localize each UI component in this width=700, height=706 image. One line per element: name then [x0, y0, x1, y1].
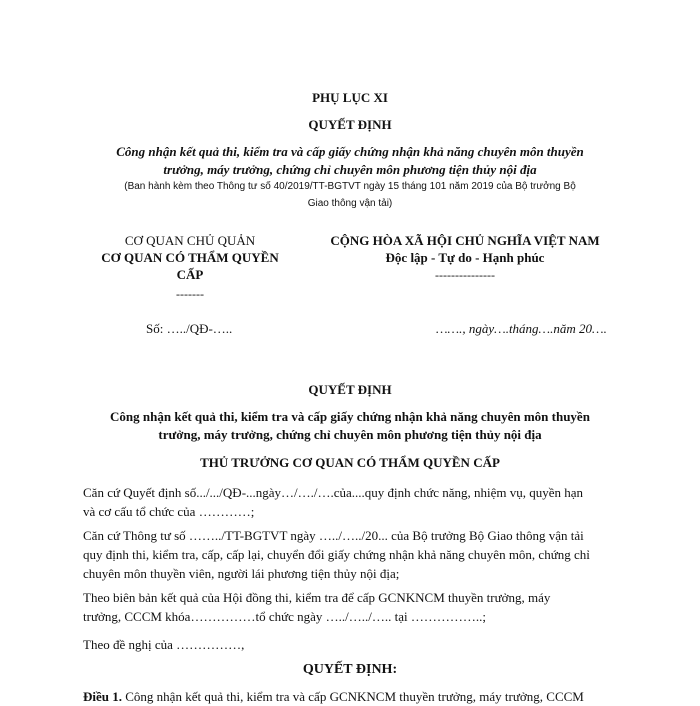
issuing-agency-cont: CẤP [176, 267, 204, 282]
document-title: QUYẾT ĐỊNH [308, 117, 392, 132]
basis-1-line-1: Căn cứ Quyết định số.../.../QĐ-...ngày…/…./….của....quy định chức năng, nhiệm vụ, quyền hạn [83, 485, 584, 500]
basis-paragraph-3 [83, 588, 623, 626]
basis-2-line-1: Căn cứ Thông tư số ……../TT-BGTVT ngày …../…../20... của Bộ trưởng Bộ Giao thông vận tải [83, 528, 584, 543]
right-divider: --------------- [435, 268, 495, 282]
authority-heading: THỦ TRƯỞNG CƠ QUAN CÓ THẨM QUYỀN CẤP [200, 455, 500, 470]
decision-subtitle-line-1: Công nhận kết quả thi, kiểm tra và cấp giấy chứng nhận khả năng chuyên môn thuyền [110, 409, 590, 424]
proposal-paragraph: Theo đề nghị của ……………, [83, 637, 245, 652]
document-subtitle-line-2: trưởng, máy trưởng, chứng chỉ chuyên môn phương tiện thủy nội địa [163, 162, 537, 177]
basis-1-line-2: và cơ cấu tổ chức của …………; [83, 504, 255, 519]
basis-3-line-1: Theo biên bản kết quả của Hội đồng thi, kiểm tra để cấp GCNKNCM thuyền trưởng, máy [83, 590, 551, 605]
article-1-label: Điều 1. [83, 689, 122, 704]
appendix-label: PHỤ LỤC XI [312, 90, 388, 105]
basis-3-line-2: trưởng, CCCM khóa……………tổ chức ngày …../…../….. tại ……………..; [83, 609, 486, 624]
basis-paragraph-1 [83, 483, 623, 521]
issued-note-line-2: Giao thông vận tải) [307, 198, 393, 209]
left-divider: ------- [176, 287, 204, 301]
document-subtitle-line-1: Công nhận kết quả thi, kiểm tra và cấp giấy chứng nhận khả năng chuyên môn thuyền [116, 144, 584, 159]
article-1-text: Công nhận kết quả thi, kiểm tra và cấp GCNKNCM thuyền trưởng, máy trưởng, CCCM [125, 689, 584, 704]
governing-agency: CƠ QUAN CHỦ QUẢN [124, 233, 256, 248]
decision-number: Số: …../QĐ-….. [146, 321, 233, 336]
decision-title: QUYẾT ĐỊNH [308, 382, 392, 397]
issuing-agency: CƠ QUAN CÓ THẨM QUYỀN [101, 250, 279, 265]
basis-2-line-2: quy định thi, kiểm tra, cấp, cấp lại, chuyển đổi giấy chứng nhận khả năng chuyên môn, chứng chỉ [83, 547, 590, 562]
national-motto: Độc lập - Tự do - Hạnh phúc [385, 250, 545, 265]
decision-date: ……., ngày….tháng….năm 20…. [436, 321, 607, 336]
article-1 [83, 687, 623, 706]
issued-note-line-1: (Ban hành kèm theo Thông tư số 40/2019/TT-BGTVT ngày 15 tháng 101 năm 2019 của Bộ trưởng Bộ [124, 181, 576, 192]
basis-paragraph-2 [83, 526, 623, 583]
basis-2-line-3: chuyên môn thuyền viên, người lái phương tiện thủy nội địa; [83, 566, 400, 581]
national-title: CỘNG HÒA XÃ HỘI CHỦ NGHĨA VIỆT NAM [330, 233, 600, 248]
decision-subtitle-line-2: trưởng, máy trưởng, chứng chỉ chuyên môn phương tiện thủy nội địa [158, 427, 542, 442]
decision-heading: QUYẾT ĐỊNH: [302, 662, 398, 677]
